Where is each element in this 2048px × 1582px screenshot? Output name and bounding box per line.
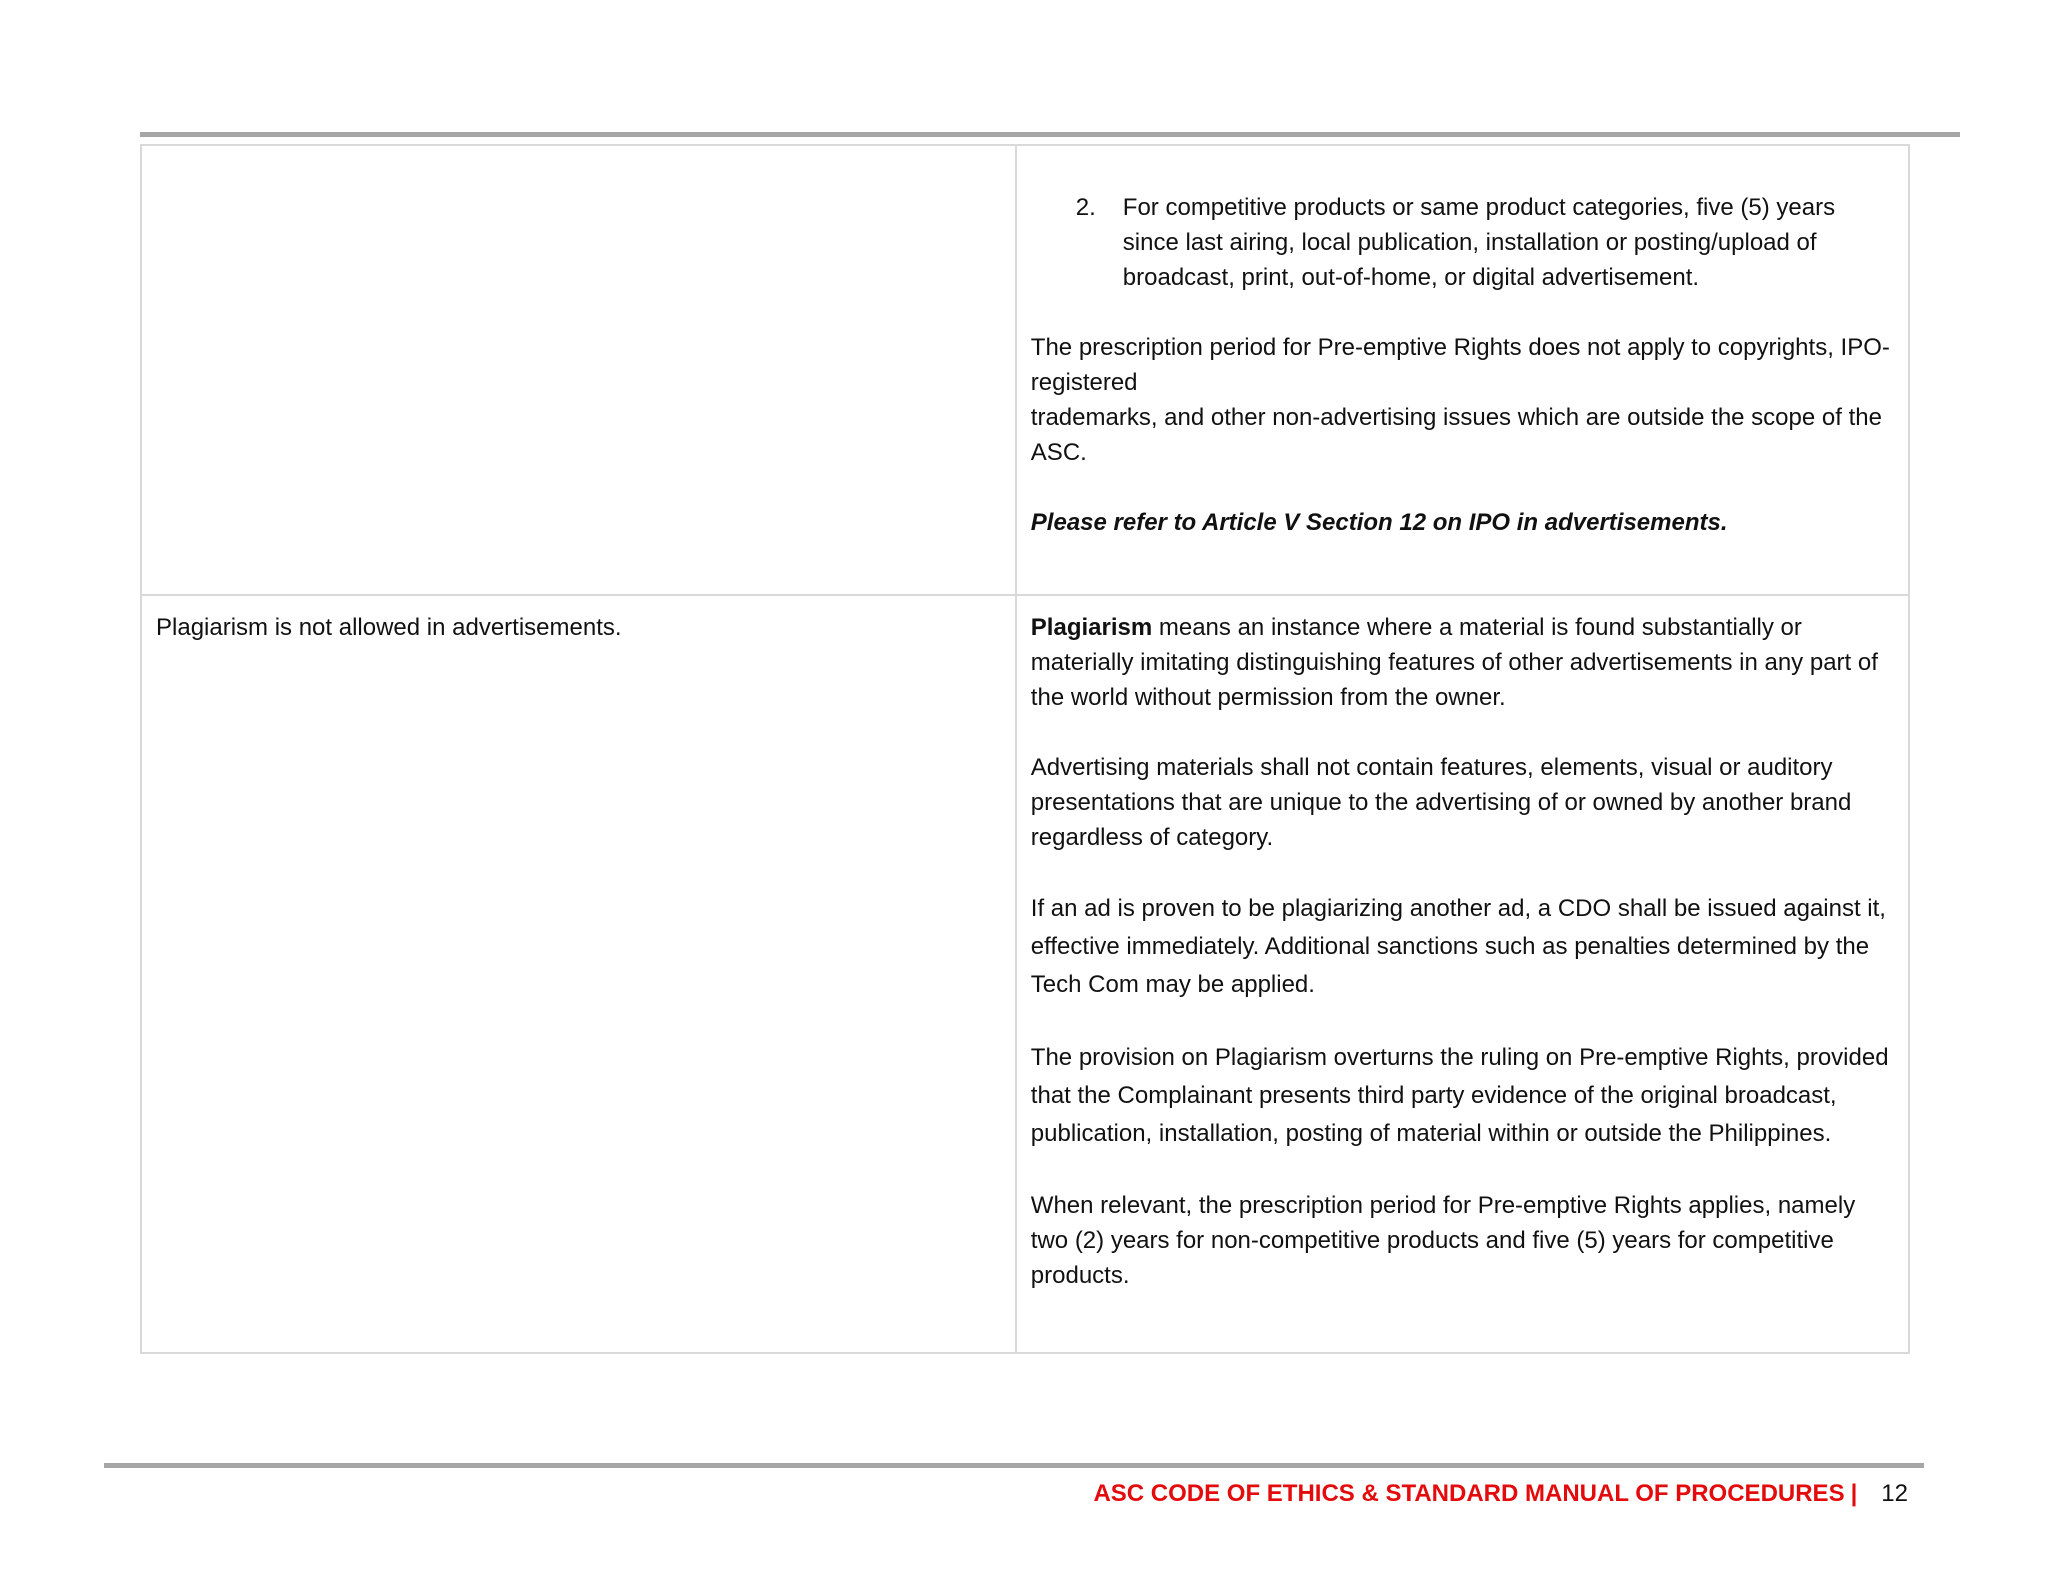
definition-text: means an instance where a material is found substantially or materially imitating distinguishing features of other advertisements in any part of the world without permission from the owner. — [1030, 614, 1878, 711]
paragraph: The provision on Plagiarism overturns the ruling on Pre-emptive Rights, provided that the Complainant presents third party evidence of the original broadcast, publication, installation, posting of material within or outside the Philippines. — [1030, 1044, 1889, 1147]
definition-term: Plagiarism — [1030, 614, 1153, 641]
reference-note: Please refer to Article V Section 12 on IPO in advertisements. — [1030, 509, 1728, 536]
page-footer — [1093, 1478, 1908, 1510]
header-rule — [140, 132, 1960, 137]
list-item-text: For competitive products or same product categories, five (5) years since last airing, local publication, installation or posting/upload of broadcast, print, out-of-home, or digital advertisement. — [1122, 194, 1836, 291]
paragraph — [1031, 330, 1894, 470]
footer-title: ASC CODE OF ETHICS & STANDARD MANUAL OF PROCEDURES — [1093, 1480, 1845, 1507]
definition-paragraph — [1031, 610, 1894, 715]
paragraph: When relevant, the prescription period for Pre-emptive Rights applies, namely two (2) years for non-competitive products and five (5) years for competitive products. — [1030, 1192, 1856, 1289]
list-item — [1031, 190, 1894, 295]
paragraph-line: The prescription period for Pre-emptive Rights does not apply to copyrights, IPO-registered — [1030, 334, 1890, 396]
list-item-number: 2. — [1075, 194, 1096, 221]
footer-rule — [104, 1463, 1924, 1468]
page-number: 12 — [1881, 1480, 1908, 1507]
table-row — [141, 595, 1909, 1353]
table-cell-left — [141, 145, 1016, 595]
table-row — [141, 145, 1909, 595]
table-cell-left — [141, 595, 1016, 1353]
numbered-list — [1031, 190, 1894, 295]
footer-separator: | — [1850, 1480, 1858, 1507]
content-table — [140, 144, 1910, 1354]
table-cell-right — [1016, 595, 1909, 1353]
table-cell-right — [1016, 145, 1909, 595]
paragraph: Advertising materials shall not contain features, elements, visual or auditory presentations that are unique to the advertising of or owned by another brand regardless of category. — [1030, 754, 1852, 851]
paragraph-line: trademarks, and other non-advertising issues which are outside the scope of the ASC. — [1030, 404, 1882, 466]
rule-statement: Plagiarism is not allowed in advertisements. — [156, 614, 622, 641]
paragraph: If an ad is proven to be plagiarizing another ad, a CDO shall be issued against it, effective immediately. Additional sanctions such as penalties determined by the Tech Com may be applied. — [1030, 895, 1886, 998]
